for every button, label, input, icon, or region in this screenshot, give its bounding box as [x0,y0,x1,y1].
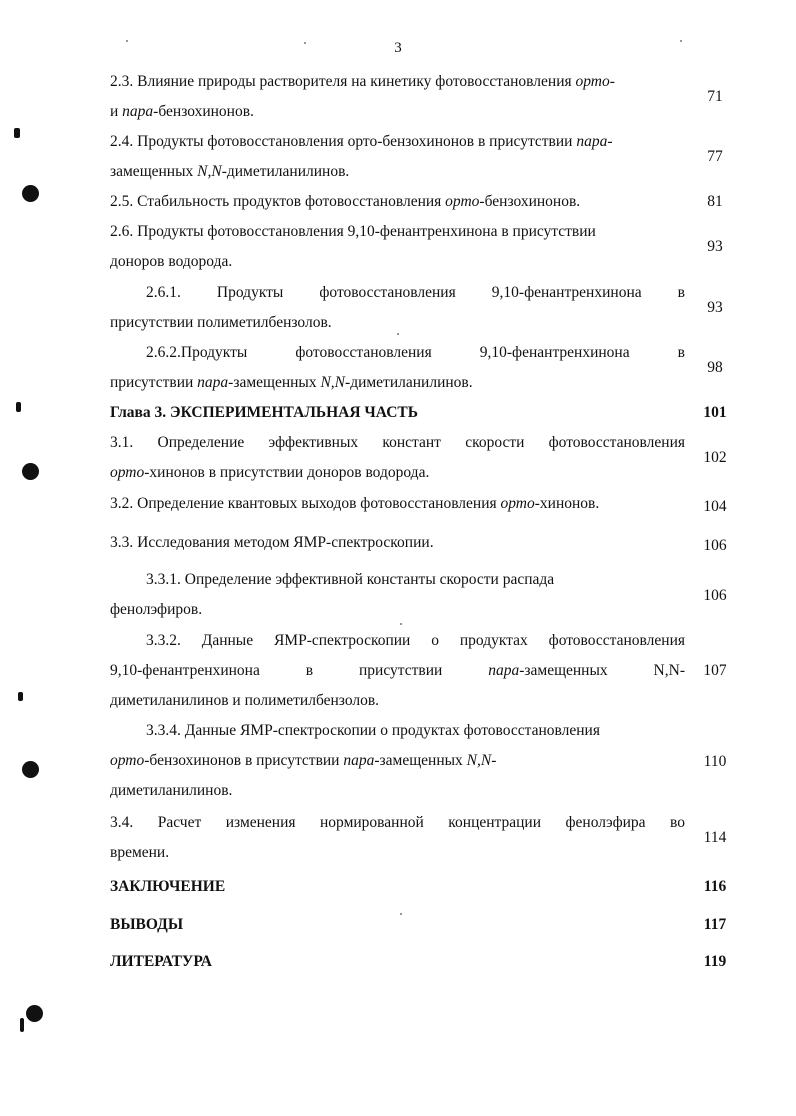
scan-mark-1 [14,128,20,138]
text-run: 3.3.4. Данные ЯМР-спектроскопии о продуктах фотовосстановления [146,722,600,739]
toc-page-number: 71 [707,88,723,105]
toc-entry-line [110,872,685,902]
toc-page-number: 117 [703,916,727,933]
italic-term: N,N [197,163,222,180]
toc-entry [110,947,685,977]
toc-entry-line [110,157,685,187]
text-run: и [110,103,123,120]
toc-entry [110,872,685,902]
text-run: - [609,73,615,90]
text-run: 2.4. Продукты фотовосстановления орто-бензохинонов в присутствии [110,133,577,150]
toc-page-number: 77 [707,148,723,165]
text-run: -диметиланилинов. [345,374,473,391]
toc-entry-line [110,838,685,868]
scan-mark-2 [16,402,21,412]
toc-entry-line [110,595,685,625]
toc-entry [110,127,685,187]
toc-entry-line [110,746,685,776]
toc-entry-line [110,686,685,716]
text-run: 2.5. Стабильность продуктов фотовосстановления [110,193,446,210]
italic-term: орто [110,464,145,481]
binder-hole-3 [22,761,39,778]
toc-entry [110,528,685,558]
toc-entry-line [110,458,685,488]
toc-entry [110,217,685,277]
toc-entry-line [110,97,685,127]
toc-entry-line [110,776,685,806]
toc-entry-line [110,565,685,595]
text-run: -замещенных [228,374,321,391]
toc-entry-line [110,910,685,940]
toc-page-number: 101 [703,404,727,421]
text-run: -бензохинонов. [153,103,254,120]
toc-page-number: 93 [707,238,723,255]
italic-term: N,N [320,374,346,391]
text-run: времени. [110,844,170,861]
text-run: присутствии полиметилбензолов. [110,314,332,331]
toc-entry-line [110,217,685,247]
toc-page-number: 81 [707,193,723,210]
scan-speck [400,623,402,625]
text-run: -бензохинонов в присутствии [144,752,344,769]
text-run: 2.6.2.Продукты фотовосстановления 9,10-фенантренхинона в [146,344,685,361]
text-run: -хинонов в присутствии доноров водорода. [144,464,430,481]
text-run: 3.3. Исследования методом ЯМР-спектроскопии. [110,534,434,551]
toc-page-number: 114 [703,829,727,846]
text-run: диметиланилинов и полиметилбензолов. [110,692,380,709]
toc-entry-line [110,716,685,746]
toc-entry [110,565,685,625]
toc-entry-line [110,626,685,656]
text-run: 9,10-фенантренхинона в присутствии [110,662,489,679]
italic-term: орто [500,495,535,512]
italic-term: пара [122,103,154,120]
toc-entry [110,67,685,127]
text-run: ЗАКЛЮЧЕНИЕ [110,878,226,895]
italic-term: пара [197,374,229,391]
text-run: 3.3.2. Данные ЯМР-спектроскопии о продуктах фотовосстановления [146,632,685,649]
toc-entry-line [110,368,685,398]
scan-speck [680,40,682,42]
binder-hole-1 [22,185,39,202]
toc-entry [110,278,685,338]
scan-mark-4 [20,1018,24,1032]
toc-entry-line [110,338,685,368]
toc-entry-line [110,489,685,519]
toc-entry [110,716,685,806]
italic-term: N,N [466,752,492,769]
text-run: -хинонов. [534,495,600,512]
toc-entry [110,187,685,217]
scan-speck [397,333,399,335]
text-run: присутствии [110,374,198,391]
toc-page-number: 106 [703,587,727,604]
text-run: диметиланилинов. [110,782,233,799]
toc-page-number: 106 [703,537,727,554]
toc-page-number: 116 [703,878,727,895]
text-run: - [491,752,497,769]
toc-entry [110,489,685,519]
text-run: - [607,133,613,150]
text-run: ВЫВОДЫ [110,916,184,933]
toc-entry-line [110,656,685,686]
text-run: 3.1. Определение эффективных констант скорости фотовосстановления [110,434,685,451]
italic-term: пара [488,662,520,679]
page-number: 3 [394,40,402,56]
text-run: 3.3.1. Определение эффективной константы скорости распада [146,571,555,588]
text-run: -замещенных N,N- [519,662,685,679]
toc-entry [110,626,685,716]
text-run: 2.6.1. Продукты фотовосстановления 9,10-фенантренхинона в [146,284,685,301]
toc-entry-line [110,398,685,428]
toc-entry [110,398,685,428]
binder-hole-4 [26,1005,43,1022]
toc-page-number: 98 [707,359,723,376]
text-run: Глава 3. ЭКСПЕРИМЕНТАЛЬНАЯ ЧАСТЬ [110,404,419,421]
toc-entry-line [110,278,685,308]
text-run: 3.2. Определение квантовых выходов фотовосстановления [110,495,501,512]
italic-term: орто [575,73,610,90]
toc-entry-line [110,127,685,157]
toc-page-number: 104 [703,498,727,515]
text-run: -бензохинонов. [479,193,581,210]
text-run: -диметиланилинов. [221,163,350,180]
scan-mark-3 [18,692,23,701]
text-run: -замещенных [374,752,467,769]
text-run: фенолэфиров. [110,601,203,618]
toc-entry [110,338,685,398]
toc-page-number: 107 [703,662,727,679]
text-run: 2.6. Продукты фотовосстановления 9,10-фенантренхинона в присутствии [110,223,596,240]
toc-entry-line [110,67,685,97]
scan-speck [126,40,128,42]
toc-page-number: 110 [703,753,727,770]
toc-entry-line [110,528,685,558]
scan-speck [400,913,402,915]
toc-entry-line [110,247,685,277]
italic-term: пара [343,752,375,769]
toc-entry [110,910,685,940]
italic-term: орто [445,193,480,210]
scan-speck [304,42,306,44]
italic-term: орто [110,752,145,769]
toc-entry-line [110,187,685,217]
italic-term: пара [576,133,608,150]
toc-entry-line [110,808,685,838]
toc-page-number: 93 [707,299,723,316]
toc-entry-line [110,947,685,977]
text-run: 3.4. Расчет изменения нормированной концентрации фенолэфира во [110,814,685,831]
toc-page-number: 119 [703,953,727,970]
toc-entry [110,428,685,488]
toc-entry [110,808,685,868]
toc-entry-line [110,428,685,458]
text-run: 2.3. Влияние природы растворителя на кинетику фотовосстановления [110,73,576,90]
toc-page-number: 102 [703,449,727,466]
text-run: доноров водорода. [110,253,233,270]
binder-hole-2 [22,463,39,480]
text-run: замещенных [110,163,198,180]
text-run: ЛИТЕРАТУРА [110,953,212,970]
